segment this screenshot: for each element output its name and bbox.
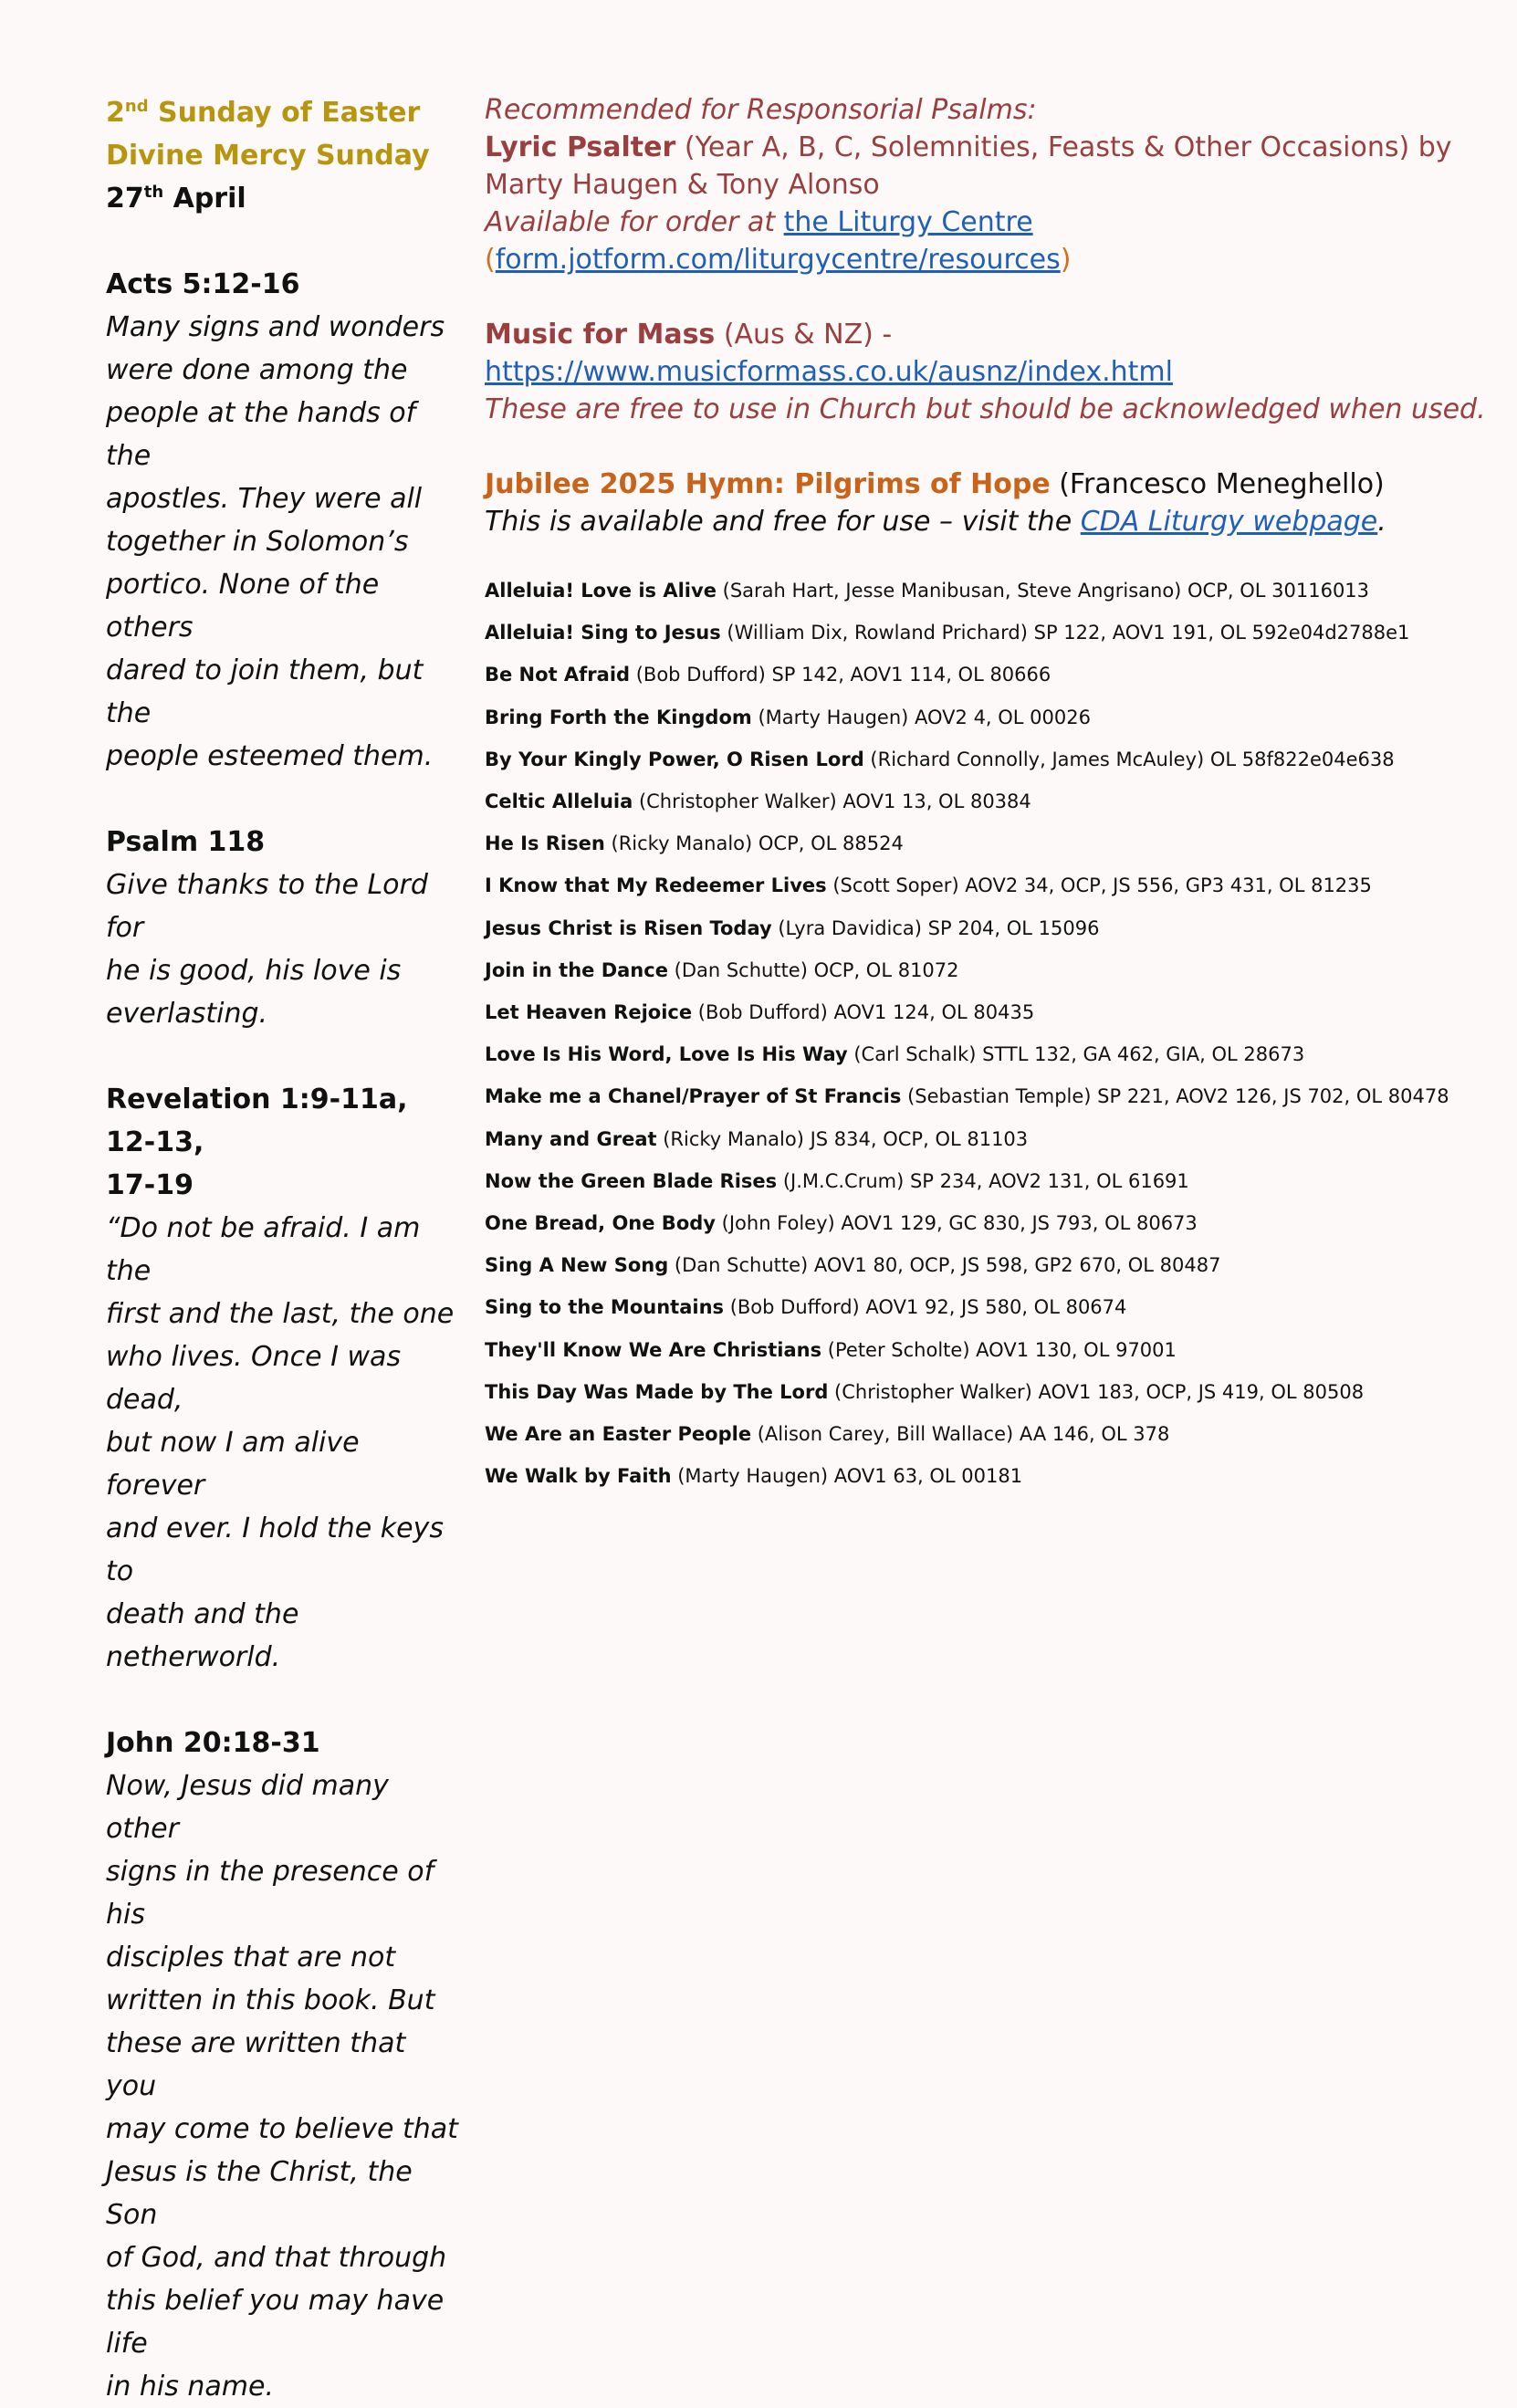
hymn-item (485, 907, 1498, 949)
hymn-item (485, 1160, 1498, 1202)
hymn-title: Many and Great (485, 1127, 657, 1150)
hymn-list (485, 570, 1498, 1497)
music-column (485, 91, 1498, 540)
hymn-item (485, 654, 1498, 696)
lyric-psalter-title: Lyric Psalter (485, 131, 676, 163)
sunday-title (106, 91, 462, 134)
readings-column (106, 91, 462, 2408)
music-for-mass-region: (Aus & NZ) - (715, 319, 893, 351)
date-line (106, 177, 462, 220)
hymn-details: (Scott Soper) AOV2 34, OCP, JS 556, GP3 431, OL 81235 (826, 874, 1372, 897)
music-for-mass-note: These are free to use in Church but should be acknowledged when used. (485, 393, 1486, 425)
hymn-title: Make me a Chanel/Prayer of St Francis (485, 1085, 902, 1108)
sunday-number: 2 (106, 97, 125, 129)
lyric-psalter-desc: (Year A, B, C, Solemnities, Feasts & Other Occasions) by (675, 131, 1452, 163)
reading-text-line: in his name. (106, 2371, 275, 2403)
reading-text-line: may come to believe that (106, 2113, 458, 2145)
hymn-details: (John Foley) AOV1 129, GC 830, JS 793, OL 80673 (715, 1212, 1198, 1235)
hymn-title: By Your Kingly Power, O Risen Lord (485, 748, 864, 770)
reading-text-line: who lives. Once I was dead, (106, 1341, 402, 1416)
date-day: 27 (106, 183, 144, 215)
hymn-details: (Christopher Walker) AOV1 13, OL 80384 (633, 790, 1031, 813)
spacer (485, 278, 1498, 316)
lyric-psalter-authors: Marty Haugen & Tony Alonso (485, 169, 880, 201)
hymn-details: (Bob Dufford) SP 142, AOV1 114, OL 80666 (630, 664, 1051, 686)
jubilee-line (485, 466, 1498, 503)
reading-text-line: this belief you may have life (106, 2285, 445, 2360)
order-line (485, 204, 1498, 241)
paren-open: ( (485, 244, 496, 276)
reading-block (106, 263, 462, 778)
reading-text-line: people at the hands of the (106, 397, 416, 472)
hymn-details: (Dan Schutte) OCP, OL 81072 (667, 958, 959, 981)
hymn-details: (Ricky Manalo) OCP, OL 88524 (604, 832, 904, 855)
music-for-mass-link[interactable]: https://www.musicformass.co.uk/ausnz/index.html (485, 356, 1173, 388)
reading-reference: Revelation 1:9-11a, 12-13, (106, 1084, 408, 1158)
reading-text-line: death and the netherworld. (106, 1598, 299, 1673)
hymn-title: Alleluia! Love is Alive (485, 580, 717, 602)
hymn-title: Sing A New Song (485, 1254, 669, 1277)
sunday-name: Sunday of Easter (148, 97, 421, 129)
reading-reference: John 20:18-31 (106, 1727, 320, 1759)
spacer (106, 778, 462, 821)
hymn-item (485, 696, 1498, 738)
reading-block (106, 1078, 462, 1679)
hymn-item (485, 1244, 1498, 1286)
hymn-title: He Is Risen (485, 832, 605, 855)
hymn-item (485, 612, 1498, 654)
hymn-item (485, 949, 1498, 991)
jubilee-note (485, 503, 1498, 540)
hymn-item (485, 1202, 1498, 1244)
reading-text-line: these are written that you (106, 2027, 406, 2102)
liturgy-centre-link[interactable]: the Liturgy Centre (783, 206, 1033, 238)
hymn-details: (Sarah Hart, Jesse Manibusan, Steve Angrisano) OCP, OL 30116013 (716, 580, 1370, 602)
order-prefix: Available for order at (485, 206, 784, 238)
reading-text-line: signs in the presence of his (106, 1856, 434, 1931)
hymn-item (485, 991, 1498, 1033)
reading-text-line: were done among the (106, 354, 408, 386)
hymn-title: Celtic Alleluia (485, 790, 633, 813)
reading-text-line: and ever. I hold the keys to (106, 1513, 444, 1587)
reading-text-line: together in Solomon’s (106, 526, 409, 558)
hymn-details: (Sebastian Temple) SP 221, AOV2 126, JS 702, OL 80478 (901, 1085, 1449, 1108)
paren-close: ) (1060, 244, 1072, 276)
spacer (106, 1679, 462, 1722)
feast-title: Divine Mercy Sunday (106, 140, 430, 172)
hymn-item (485, 570, 1498, 612)
hymn-item (485, 1033, 1498, 1075)
jubilee-author: (Francesco Meneghello) (1050, 468, 1385, 500)
reading-text-line: disciples that are not (106, 1942, 396, 1974)
reading-text-line: of God, and that through (106, 2242, 447, 2274)
hymn-item (485, 1118, 1498, 1160)
reading-text-line: Give thanks to the Lord for (106, 869, 428, 944)
hymn-item (485, 1286, 1498, 1328)
hymn-title: Sing to the Mountains (485, 1296, 725, 1319)
hymn-title: Join in the Dance (485, 958, 668, 981)
date-ordinal: th (143, 183, 164, 202)
reading-text-line: written in this book. But (106, 1984, 435, 2016)
hymn-details: (Lyra Davidica) SP 204, OL 15096 (771, 916, 1100, 939)
hymn-item (485, 1455, 1498, 1497)
reading-text-line: everlasting. (106, 998, 268, 1030)
hymn-title: One Bread, One Body (485, 1212, 716, 1235)
hymn-title: Bring Forth the Kingdom (485, 706, 752, 728)
hymn-details: (Marty Haugen) AOV1 63, OL 00181 (671, 1465, 1023, 1488)
hymn-item (485, 1413, 1498, 1455)
hymn-details: (Marty Haugen) AOV2 4, OL 00026 (751, 706, 1091, 728)
reading-block (106, 1722, 462, 2408)
hymn-details: (Peter Scholte) AOV1 130, OL 97001 (821, 1338, 1177, 1361)
reading-text-line: apostles. They were all (106, 483, 423, 515)
lyric-psalter-line (485, 129, 1498, 166)
hymn-title: Now the Green Blade Rises (485, 1169, 778, 1192)
music-for-mass-line (485, 316, 1498, 353)
jubilee-note-suffix: . (1377, 506, 1386, 538)
hymn-details: (J.M.C.Crum) SP 234, AOV2 131, OL 61691 (777, 1169, 1189, 1192)
reading-text-line: Many signs and wonders (106, 311, 445, 343)
reading-text-line: “Do not be afraid. I am the (106, 1212, 421, 1287)
hymn-title: They'll Know We Are Christians (485, 1338, 822, 1361)
hymn-item (485, 1329, 1498, 1371)
hymn-details: (William Dix, Rowland Prichard) SP 122, AOV1 191, OL 592e04d2788e1 (720, 622, 1410, 644)
hymn-item (485, 822, 1498, 864)
spacer (106, 1035, 462, 1078)
hymn-details: (Richard Connolly, James McAuley) OL 58f822e04e638 (863, 748, 1395, 770)
hymn-item (485, 1371, 1498, 1413)
reading-text-line: first and the last, the one (106, 1298, 455, 1330)
hymn-title: We Walk by Faith (485, 1465, 672, 1488)
hymn-title: Jesus Christ is Risen Today (485, 916, 772, 939)
hymn-title: I Know that My Redeemer Lives (485, 874, 827, 897)
hymn-item (485, 864, 1498, 906)
hymn-details: (Ricky Manalo) JS 834, OCP, OL 81103 (656, 1127, 1029, 1150)
reading-reference: Psalm 118 (106, 826, 266, 858)
hymn-item (485, 1075, 1498, 1117)
date-month: April (163, 183, 246, 215)
hymn-title: This Day Was Made by The Lord (485, 1380, 829, 1403)
reading-text-line: dared to join them, but the (106, 654, 424, 729)
hymn-details: (Bob Dufford) AOV1 124, OL 80435 (692, 1001, 1035, 1024)
reading-text-line: portico. None of the others (106, 569, 380, 644)
reading-block (106, 821, 462, 1035)
hymn-details: (Dan Schutte) AOV1 80, OCP, JS 598, GP2 670, OL 80487 (668, 1254, 1221, 1277)
spacer (485, 428, 1498, 466)
jotform-line (485, 241, 1498, 278)
reading-text-line: but now I am alive forever (106, 1427, 360, 1502)
hymn-item (485, 738, 1498, 780)
hymn-details: (Alison Carey, Bill Wallace) AA 146, OL 378 (751, 1423, 1170, 1446)
hymn-item (485, 780, 1498, 822)
hymn-details: (Christopher Walker) AOV1 183, OCP, JS 419, OL 80508 (828, 1380, 1365, 1403)
spacer (106, 220, 462, 263)
reading-text-line: he is good, his love is (106, 955, 402, 987)
reading-text-line: Jesus is the Christ, the Son (106, 2156, 413, 2231)
hymn-details: (Bob Dufford) AOV1 92, JS 580, OL 80674 (724, 1296, 1127, 1319)
reading-reference: 17-19 (106, 1169, 194, 1201)
jubilee-title: Jubilee 2025 Hymn: Pilgrims of Hope (485, 468, 1051, 500)
readings-list (106, 263, 462, 2408)
reading-reference: Acts 5:12-16 (106, 268, 300, 300)
music-for-mass-title: Music for Mass (485, 319, 716, 351)
jotform-link[interactable]: form.jotform.com/liturgycentre/resources (495, 244, 1061, 276)
hymn-details: (Carl Schalk) STTL 132, GA 462, GIA, OL 28673 (847, 1043, 1305, 1066)
reading-text-line: Now, Jesus did many other (106, 1770, 389, 1845)
reading-text-line: people esteemed them. (106, 740, 434, 772)
hymn-title: Be Not Afraid (485, 664, 631, 686)
hymn-title: We Are an Easter People (485, 1423, 752, 1446)
hymn-title: Love Is His Word, Love Is His Way (485, 1043, 848, 1066)
cda-liturgy-link[interactable]: CDA Liturgy webpage (1080, 506, 1378, 538)
jubilee-note-prefix: This is available and free for use – visit the (485, 506, 1081, 538)
recommended-heading: Recommended for Responsorial Psalms: (485, 94, 1037, 126)
hymn-title: Let Heaven Rejoice (485, 1001, 693, 1024)
sunday-ordinal: nd (124, 97, 149, 116)
hymn-title: Alleluia! Sing to Jesus (485, 622, 721, 644)
